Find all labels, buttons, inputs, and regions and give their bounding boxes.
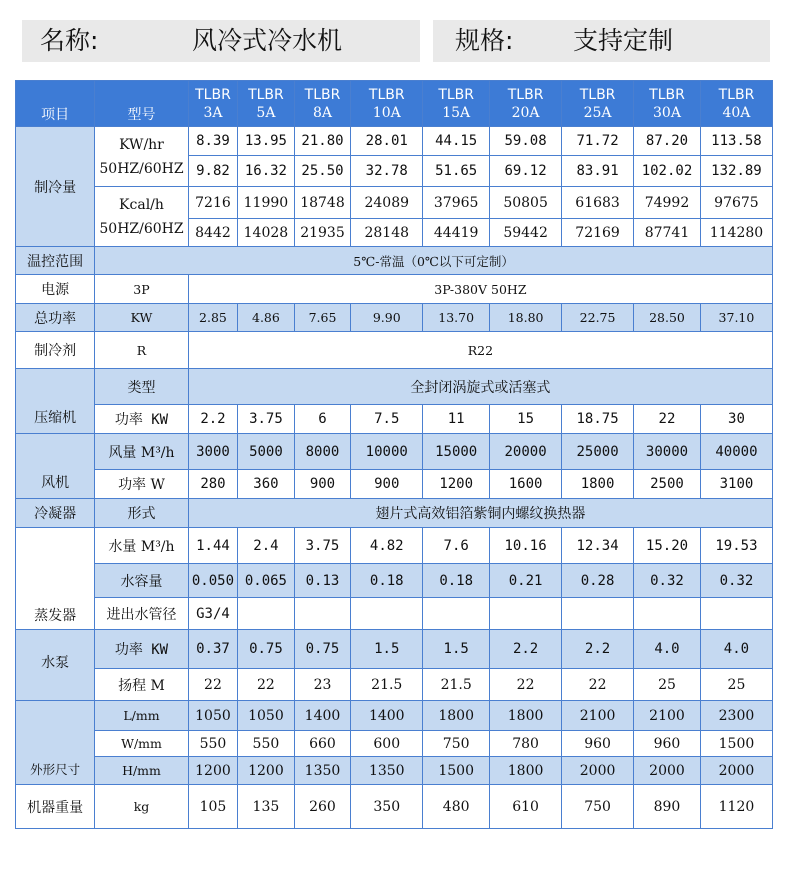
header-item: 项目 bbox=[16, 81, 95, 127]
table-cell: 0.065 bbox=[238, 564, 295, 598]
table-cell: 350 bbox=[351, 785, 423, 829]
table-cell: 102.02 bbox=[634, 156, 701, 187]
model-header bbox=[562, 81, 634, 127]
fan-air-label: 风量 M³/h bbox=[95, 434, 189, 470]
table-cell: 2.2 bbox=[188, 405, 237, 434]
compressor-type-value: 全封闭涡旋式或活塞式 bbox=[188, 369, 772, 405]
table-cell: 21.5 bbox=[351, 669, 423, 701]
evaporator-pipe-label: 进出水管径 bbox=[95, 598, 189, 630]
unit-line: 50HZ/60HZ bbox=[99, 220, 184, 237]
weight-row bbox=[16, 785, 773, 829]
model-series: TLBR bbox=[438, 86, 475, 103]
total-power-row bbox=[16, 304, 773, 332]
fan-power-label: 功率 W bbox=[95, 470, 189, 499]
table-cell bbox=[423, 598, 490, 630]
table-cell bbox=[294, 598, 351, 630]
model-series: TLBR bbox=[195, 86, 231, 103]
evaporator-water-row bbox=[16, 528, 773, 564]
table-cell: 2.85 bbox=[188, 304, 237, 332]
table-cell: 1.5 bbox=[423, 630, 490, 669]
name-value: 风冷式冷水机 bbox=[152, 20, 412, 62]
table-cell: 22.75 bbox=[562, 304, 634, 332]
power-supply-row bbox=[16, 275, 773, 304]
model-code: 40A bbox=[722, 104, 751, 121]
table-cell: 135 bbox=[238, 785, 295, 829]
table-cell: 1200 bbox=[423, 470, 490, 499]
refrigerant-value: R22 bbox=[188, 332, 772, 369]
table-cell: 1120 bbox=[700, 785, 772, 829]
model-header bbox=[423, 81, 490, 127]
table-cell: 22 bbox=[562, 669, 634, 701]
table-header-row bbox=[16, 81, 773, 127]
table-cell: 105 bbox=[188, 785, 237, 829]
table-cell: 1800 bbox=[423, 701, 490, 731]
temp-range-row bbox=[16, 247, 773, 275]
table-cell: 13.95 bbox=[238, 127, 295, 156]
table-cell: 260 bbox=[294, 785, 351, 829]
table-cell: 890 bbox=[634, 785, 701, 829]
model-code: 10A bbox=[372, 104, 401, 121]
table-cell: 1350 bbox=[351, 757, 423, 785]
spec-value: 支持定制 bbox=[555, 20, 770, 62]
table-cell bbox=[351, 598, 423, 630]
model-header bbox=[700, 81, 772, 127]
table-cell: 7216 bbox=[188, 187, 237, 219]
table-cell: 83.91 bbox=[562, 156, 634, 187]
table-cell: 4.0 bbox=[634, 630, 701, 669]
table-cell: 0.75 bbox=[294, 630, 351, 669]
table-cell: 11 bbox=[423, 405, 490, 434]
table-cell: 25 bbox=[700, 669, 772, 701]
evaporator-label: 蒸发器 bbox=[16, 528, 95, 630]
table-cell: 25.50 bbox=[294, 156, 351, 187]
table-cell: 550 bbox=[188, 731, 237, 757]
table-cell: 9.90 bbox=[351, 304, 423, 332]
table-cell: 15 bbox=[490, 405, 562, 434]
pump-head-row bbox=[16, 669, 773, 701]
name-field bbox=[22, 20, 420, 62]
table-cell bbox=[490, 598, 562, 630]
model-header bbox=[188, 81, 237, 127]
compressor-power-label: 功率 KW bbox=[95, 405, 189, 434]
table-cell: 0.050 bbox=[188, 564, 237, 598]
model-header bbox=[294, 81, 351, 127]
table-cell: 2300 bbox=[700, 701, 772, 731]
fan-power-row bbox=[16, 470, 773, 499]
table-cell: G3/4 bbox=[188, 598, 237, 630]
table-cell: 6 bbox=[294, 405, 351, 434]
pump-head-label: 扬程 M bbox=[95, 669, 189, 701]
table-cell: 11990 bbox=[238, 187, 295, 219]
model-header bbox=[634, 81, 701, 127]
table-cell: 97675 bbox=[700, 187, 772, 219]
table-cell: 600 bbox=[351, 731, 423, 757]
table-cell: 3000 bbox=[188, 434, 237, 470]
table-cell: 69.12 bbox=[490, 156, 562, 187]
model-code: 25A bbox=[583, 104, 612, 121]
total-power-unit: KW bbox=[95, 304, 189, 332]
model-header bbox=[490, 81, 562, 127]
table-cell: 21935 bbox=[294, 219, 351, 247]
table-cell bbox=[700, 598, 772, 630]
table-cell: 4.86 bbox=[238, 304, 295, 332]
table-cell: 2000 bbox=[700, 757, 772, 785]
model-code: 15A bbox=[442, 104, 471, 121]
table-cell: 2.2 bbox=[490, 630, 562, 669]
table-cell: 59442 bbox=[490, 219, 562, 247]
table-cell bbox=[562, 598, 634, 630]
table-cell: 0.28 bbox=[562, 564, 634, 598]
table-cell: 20000 bbox=[490, 434, 562, 470]
cooling-kcal-unit bbox=[95, 187, 189, 247]
table-cell: 550 bbox=[238, 731, 295, 757]
header-model: 型号 bbox=[95, 81, 189, 127]
table-cell: 1800 bbox=[490, 757, 562, 785]
table-cell: 50805 bbox=[490, 187, 562, 219]
refrigerant-unit: R bbox=[95, 332, 189, 369]
table-cell: 7.6 bbox=[423, 528, 490, 564]
pump-label: 水泵 bbox=[16, 630, 95, 701]
table-cell: 24089 bbox=[351, 187, 423, 219]
table-cell: 1350 bbox=[294, 757, 351, 785]
model-series: TLBR bbox=[507, 86, 544, 103]
table-cell: 22 bbox=[490, 669, 562, 701]
table-cell: 1500 bbox=[423, 757, 490, 785]
power-supply-unit: 3P bbox=[95, 275, 189, 304]
model-series: TLBR bbox=[579, 86, 616, 103]
model-series: TLBR bbox=[718, 86, 755, 103]
cooling-kw-50-row bbox=[16, 127, 773, 156]
table-cell: 1800 bbox=[490, 701, 562, 731]
evaporator-pipe-row bbox=[16, 598, 773, 630]
table-cell: 71.72 bbox=[562, 127, 634, 156]
table-cell: 114280 bbox=[700, 219, 772, 247]
table-cell: 14028 bbox=[238, 219, 295, 247]
refrigerant-row bbox=[16, 332, 773, 369]
table-cell: 18.75 bbox=[562, 405, 634, 434]
table-cell: 1600 bbox=[490, 470, 562, 499]
dim-w-label: W/mm bbox=[95, 731, 189, 757]
spec-field bbox=[433, 20, 770, 62]
table-cell: 21.5 bbox=[423, 669, 490, 701]
table-cell bbox=[634, 598, 701, 630]
table-cell: 10000 bbox=[351, 434, 423, 470]
table-cell: 610 bbox=[490, 785, 562, 829]
table-cell: 28.50 bbox=[634, 304, 701, 332]
dim-l-label: L/mm bbox=[95, 701, 189, 731]
refrigerant-label: 制冷剂 bbox=[16, 332, 95, 369]
compressor-type-label: 类型 bbox=[95, 369, 189, 405]
table-cell: 0.75 bbox=[238, 630, 295, 669]
table-cell: 87741 bbox=[634, 219, 701, 247]
table-cell: 0.18 bbox=[351, 564, 423, 598]
table-cell: 360 bbox=[238, 470, 295, 499]
dimensions-label: 外形尺寸 bbox=[16, 701, 95, 785]
table-cell: 1050 bbox=[188, 701, 237, 731]
table-cell: 32.78 bbox=[351, 156, 423, 187]
table-cell: 8442 bbox=[188, 219, 237, 247]
table-cell: 22 bbox=[634, 405, 701, 434]
unit-line: KW/hr bbox=[119, 136, 164, 153]
dim-l-row bbox=[16, 701, 773, 731]
table-cell: 1800 bbox=[562, 470, 634, 499]
table-cell: 44.15 bbox=[423, 127, 490, 156]
table-cell: 25000 bbox=[562, 434, 634, 470]
condenser-row bbox=[16, 499, 773, 528]
spec-label: 规格: bbox=[455, 26, 514, 55]
table-cell: 1200 bbox=[188, 757, 237, 785]
unit-line: 50HZ/60HZ bbox=[99, 160, 184, 177]
table-cell: 900 bbox=[351, 470, 423, 499]
weight-unit: kg bbox=[95, 785, 189, 829]
table-cell: 8000 bbox=[294, 434, 351, 470]
table-cell: 37.10 bbox=[700, 304, 772, 332]
model-series: TLBR bbox=[649, 86, 685, 103]
table-cell: 750 bbox=[423, 731, 490, 757]
table-cell: 2000 bbox=[562, 757, 634, 785]
table-cell: 5000 bbox=[238, 434, 295, 470]
table-cell: 1400 bbox=[351, 701, 423, 731]
table-cell: 1.44 bbox=[188, 528, 237, 564]
table-cell bbox=[238, 598, 295, 630]
table-cell: 960 bbox=[634, 731, 701, 757]
table-cell: 37965 bbox=[423, 187, 490, 219]
table-cell: 480 bbox=[423, 785, 490, 829]
table-cell: 30 bbox=[700, 405, 772, 434]
table-cell: 18.80 bbox=[490, 304, 562, 332]
pump-power-row bbox=[16, 630, 773, 669]
table-cell: 960 bbox=[562, 731, 634, 757]
table-cell: 750 bbox=[562, 785, 634, 829]
table-cell: 21.80 bbox=[294, 127, 351, 156]
evaporator-capacity-row bbox=[16, 564, 773, 598]
dim-h-label: H/mm bbox=[95, 757, 189, 785]
model-code: 5A bbox=[256, 104, 276, 121]
table-cell: 660 bbox=[294, 731, 351, 757]
fan-air-row bbox=[16, 434, 773, 470]
table-cell: 74992 bbox=[634, 187, 701, 219]
condenser-label: 冷凝器 bbox=[16, 499, 95, 528]
table-cell: 0.13 bbox=[294, 564, 351, 598]
total-power-label: 总功率 bbox=[16, 304, 95, 332]
model-code: 3A bbox=[203, 104, 223, 121]
table-cell: 61683 bbox=[562, 187, 634, 219]
dim-w-row bbox=[16, 731, 773, 757]
compressor-type-row bbox=[16, 369, 773, 405]
cooling-kcal-50-row bbox=[16, 187, 773, 219]
table-cell: 780 bbox=[490, 731, 562, 757]
table-cell: 12.34 bbox=[562, 528, 634, 564]
table-cell: 3.75 bbox=[294, 528, 351, 564]
table-cell: 8.39 bbox=[188, 127, 237, 156]
table-cell: 10.16 bbox=[490, 528, 562, 564]
condenser-form-label: 形式 bbox=[95, 499, 189, 528]
table-cell: 0.18 bbox=[423, 564, 490, 598]
pump-power-label: 功率 KW bbox=[95, 630, 189, 669]
model-code: 30A bbox=[653, 104, 681, 121]
cooling-category: 制冷量 bbox=[16, 127, 95, 247]
table-cell: 13.70 bbox=[423, 304, 490, 332]
model-header bbox=[238, 81, 295, 127]
table-cell: 59.08 bbox=[490, 127, 562, 156]
table-cell: 132.89 bbox=[700, 156, 772, 187]
table-cell: 22 bbox=[188, 669, 237, 701]
condenser-form-value: 翅片式高效铝箔紫铜内螺纹换热器 bbox=[188, 499, 772, 528]
table-cell: 0.32 bbox=[700, 564, 772, 598]
fan-label: 风机 bbox=[16, 434, 95, 499]
table-cell: 0.32 bbox=[634, 564, 701, 598]
table-cell: 3.75 bbox=[238, 405, 295, 434]
table-cell: 1500 bbox=[700, 731, 772, 757]
compressor-power-row bbox=[16, 405, 773, 434]
table-cell: 18748 bbox=[294, 187, 351, 219]
table-cell: 2.4 bbox=[238, 528, 295, 564]
table-cell: 2.2 bbox=[562, 630, 634, 669]
cooling-kw-unit bbox=[95, 127, 189, 187]
table-cell: 4.0 bbox=[700, 630, 772, 669]
model-series: TLBR bbox=[368, 86, 405, 103]
table-cell: 72169 bbox=[562, 219, 634, 247]
table-cell: 19.53 bbox=[700, 528, 772, 564]
model-header bbox=[351, 81, 423, 127]
table-cell: 2100 bbox=[634, 701, 701, 731]
table-cell: 16.32 bbox=[238, 156, 295, 187]
table-cell: 113.58 bbox=[700, 127, 772, 156]
table-cell: 280 bbox=[188, 470, 237, 499]
name-label: 名称: bbox=[40, 26, 99, 55]
evaporator-water-label: 水量 M³/h bbox=[95, 528, 189, 564]
table-cell: 2500 bbox=[634, 470, 701, 499]
evaporator-capacity-label: 水容量 bbox=[95, 564, 189, 598]
table-cell: 900 bbox=[294, 470, 351, 499]
table-cell: 15000 bbox=[423, 434, 490, 470]
table-cell: 1.5 bbox=[351, 630, 423, 669]
table-cell: 1400 bbox=[294, 701, 351, 731]
table-cell: 40000 bbox=[700, 434, 772, 470]
table-cell: 28.01 bbox=[351, 127, 423, 156]
table-cell: 25 bbox=[634, 669, 701, 701]
table-cell: 0.21 bbox=[490, 564, 562, 598]
compressor-label: 压缩机 bbox=[16, 369, 95, 434]
model-code: 20A bbox=[511, 104, 540, 121]
spec-table bbox=[15, 80, 773, 829]
table-cell: 22 bbox=[238, 669, 295, 701]
table-cell: 15.20 bbox=[634, 528, 701, 564]
table-cell: 30000 bbox=[634, 434, 701, 470]
power-supply-value: 3P-380V 50HZ bbox=[188, 275, 772, 304]
power-supply-label: 电源 bbox=[16, 275, 95, 304]
table-cell: 2000 bbox=[634, 757, 701, 785]
table-cell: 28148 bbox=[351, 219, 423, 247]
model-series: TLBR bbox=[248, 86, 284, 103]
table-cell: 4.82 bbox=[351, 528, 423, 564]
table-cell: 23 bbox=[294, 669, 351, 701]
model-code: 8A bbox=[312, 104, 332, 121]
table-cell: 0.37 bbox=[188, 630, 237, 669]
temp-range-value: 5℃-常温（0℃以下可定制） bbox=[95, 247, 773, 275]
model-series: TLBR bbox=[304, 86, 341, 103]
table-cell: 2100 bbox=[562, 701, 634, 731]
weight-label: 机器重量 bbox=[16, 785, 95, 829]
table-cell: 44419 bbox=[423, 219, 490, 247]
temp-range-label: 温控范围 bbox=[16, 247, 95, 275]
table-cell: 3100 bbox=[700, 470, 772, 499]
dim-h-row bbox=[16, 757, 773, 785]
table-cell: 1050 bbox=[238, 701, 295, 731]
table-cell: 87.20 bbox=[634, 127, 701, 156]
table-cell: 7.5 bbox=[351, 405, 423, 434]
unit-line: Kcal/h bbox=[119, 196, 164, 213]
table-cell: 7.65 bbox=[294, 304, 351, 332]
table-cell: 51.65 bbox=[423, 156, 490, 187]
table-cell: 9.82 bbox=[188, 156, 237, 187]
table-cell: 1200 bbox=[238, 757, 295, 785]
